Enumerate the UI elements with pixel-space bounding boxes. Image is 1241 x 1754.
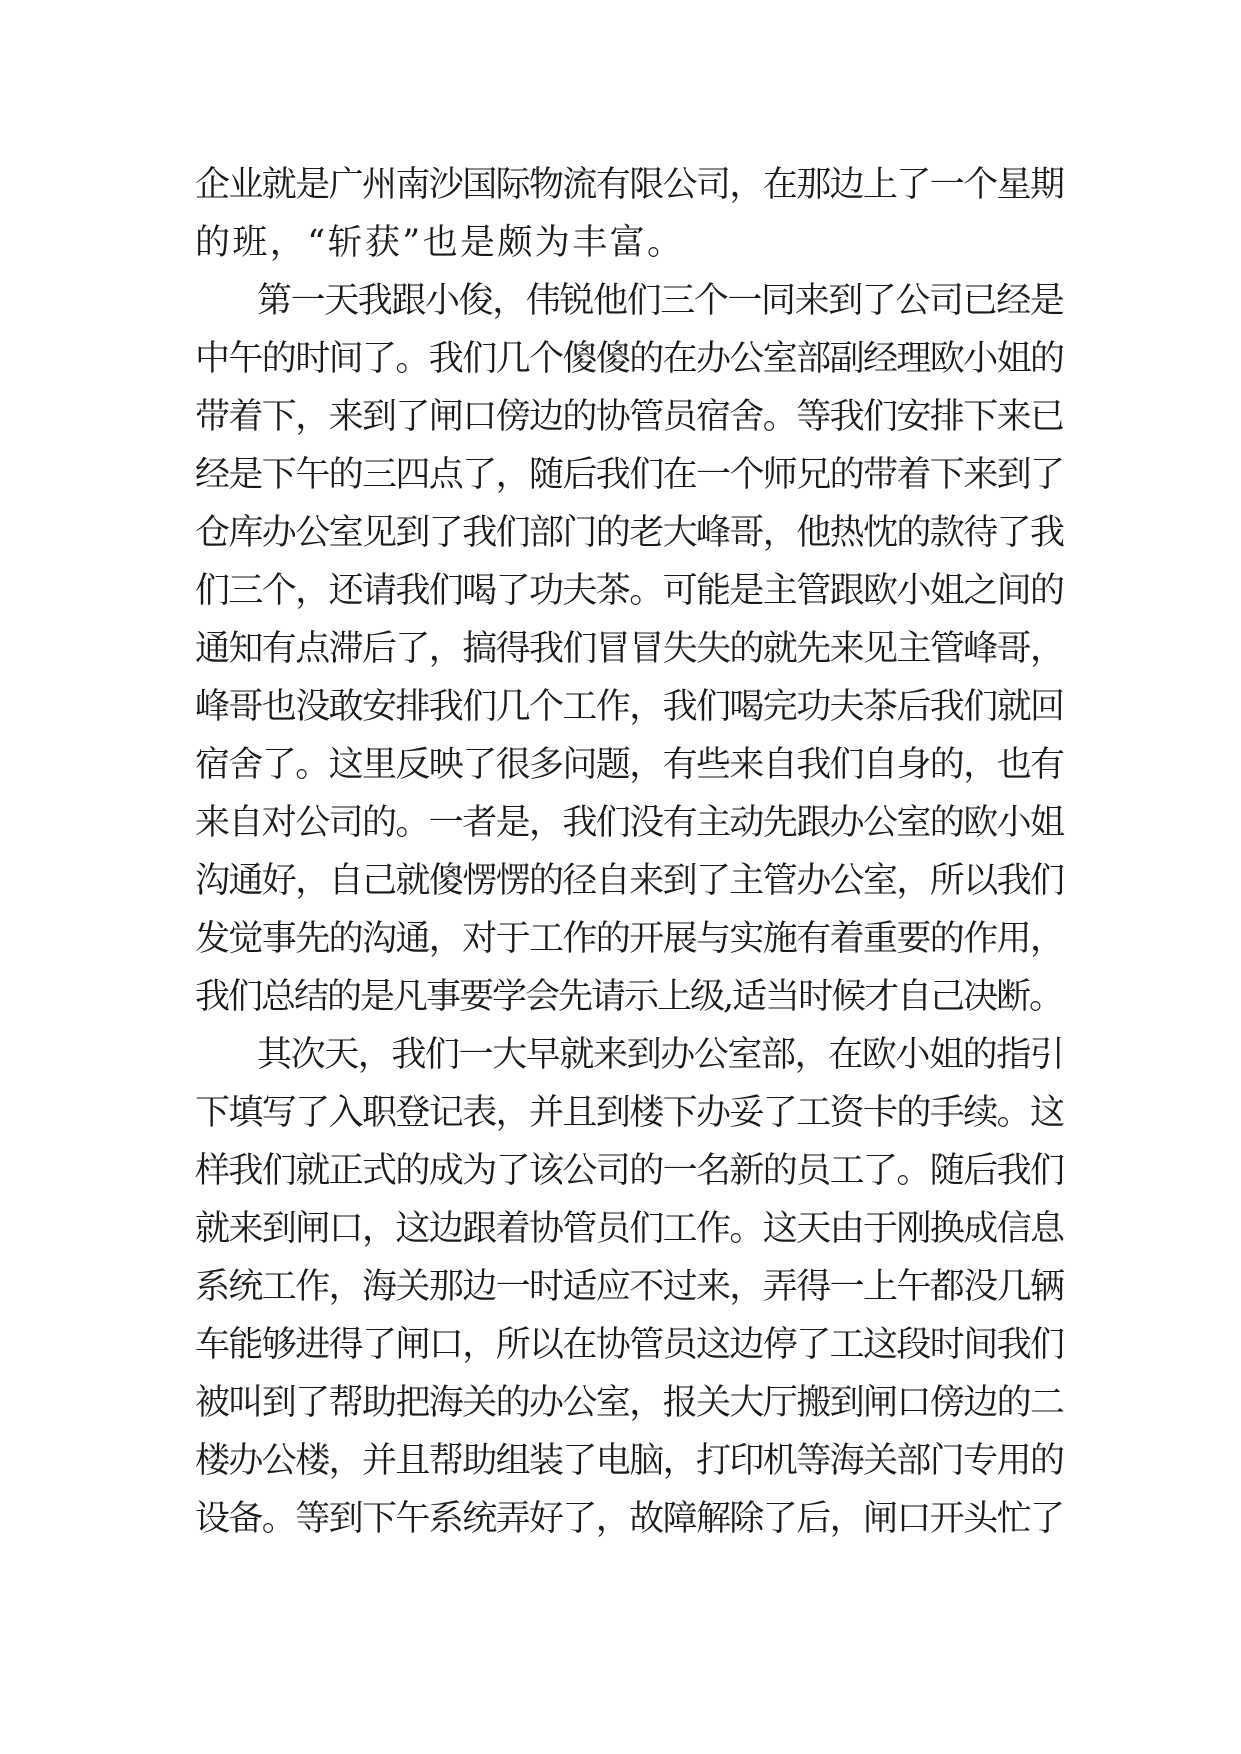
text-line: 就来到闸口，这边跟着协管员们工作。这天由于刚换成信息 xyxy=(195,1209,1064,1249)
paragraph-start-line: 第一天我跟小俊，伟锐他们三个一同来到了公司已经是 xyxy=(257,281,1064,321)
text-line: 发觉事先的沟通，对于工作的开展与实施有着重要的作用， xyxy=(195,919,1064,959)
text-line: 车能够进得了闸口，所以在协管员这边停了工这段时间我们 xyxy=(195,1325,1064,1365)
text-line: 样我们就正式的成为了该公司的一名新的员工了。随后我们 xyxy=(195,1151,1064,1191)
text-line: 通知有点滞后了，搞得我们冒冒失失的就先来见主管峰哥， xyxy=(195,629,1064,669)
body-text xyxy=(195,156,1065,1548)
text-line: 带着下，来到了闸口傍边的协管员宿舍。等我们安排下来已 xyxy=(195,397,1064,437)
text-line: 的班，“斩获”也是颇为丰富。 xyxy=(195,223,685,263)
text-line: 楼办公楼，并且帮助组装了电脑，打印机等海关部门专用的 xyxy=(195,1441,1064,1481)
text-line: 下填写了入职登记表，并且到楼下办妥了工资卡的手续。这 xyxy=(195,1093,1064,1133)
text-line: 仓库办公室见到了我们部门的老大峰哥，他热忱的款待了我 xyxy=(195,513,1064,553)
text-line: 设备。等到下午系统弄好了，故障解除了后，闸口开头忙了 xyxy=(195,1499,1064,1539)
text-line: 我们总结的是凡事要学会先请示上级,适当时候才自己决断。 xyxy=(195,977,1063,1017)
text-line: 被叫到了帮助把海关的办公室，报关大厅搬到闸口傍边的二 xyxy=(195,1383,1064,1423)
text-line: 系统工作，海关那边一时适应不过来，弄得一上午都没几辆 xyxy=(195,1267,1064,1307)
text-line: 中午的时间了。我们几个傻傻的在办公室部副经理欧小姐的 xyxy=(195,339,1064,379)
text-line: 沟通好，自己就傻愣愣的径自来到了主管办公室，所以我们 xyxy=(195,861,1064,901)
text-line: 峰哥也没敢安排我们几个工作，我们喝完功夫茶后我们就回 xyxy=(195,687,1064,727)
text-line: 企业就是广州南沙国际物流有限公司，在那边上了一个星期 xyxy=(195,165,1064,205)
text-line: 们三个，还请我们喝了功夫茶。可能是主管跟欧小姐之间的 xyxy=(195,571,1064,611)
paragraph-start-line: 其次天，我们一大早就来到办公室部，在欧小姐的指引 xyxy=(257,1035,1064,1075)
text-line: 宿舍了。这里反映了很多问题，有些来自我们自身的，也有 xyxy=(195,745,1064,785)
text-line: 来自对公司的。一者是，我们没有主动先跟办公室的欧小姐 xyxy=(195,803,1064,843)
text-line: 经是下午的三四点了，随后我们在一个师兄的带着下来到了 xyxy=(195,455,1064,495)
